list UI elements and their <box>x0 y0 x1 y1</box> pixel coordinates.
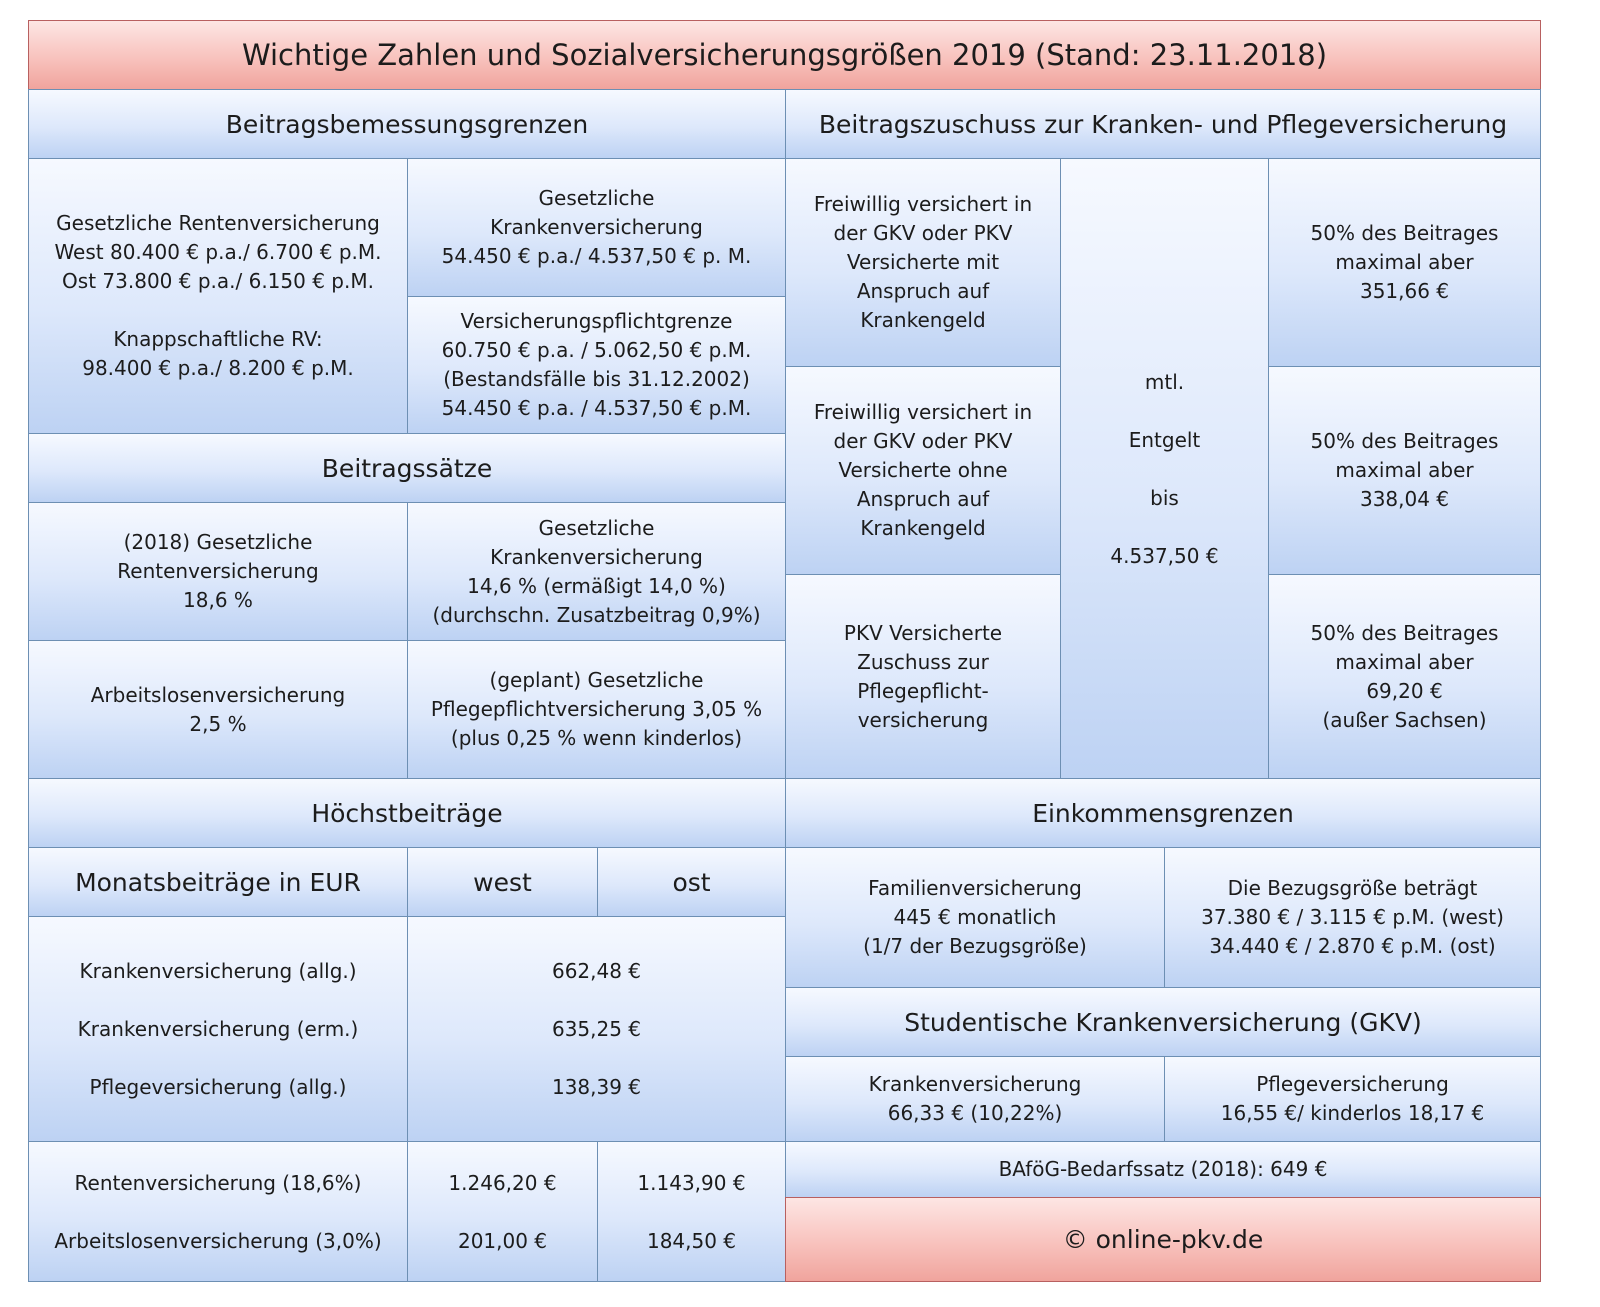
zuschuss-g3-line1: PKV Versicherte <box>843 620 1003 645</box>
zuschuss-g2-line1: Freiwillig versichert in <box>813 400 1033 424</box>
saetze-pv-line1: (geplant) Gesetzliche <box>489 668 704 692</box>
hoechst-shared-value: 635,25 € <box>551 1017 642 1041</box>
zuschuss-header-text: Beitragszuschuss zur Kranken- und Pflegeversicherung <box>818 109 1508 139</box>
hoechst-shared-labels-cell <box>28 916 408 1142</box>
einkommen-header <box>785 778 1541 848</box>
zuschuss-group2-cell <box>785 366 1061 575</box>
copyright-text: © online-pkv.de <box>1062 1225 1264 1254</box>
copyright-cell <box>785 1197 1541 1282</box>
zuschuss-r1-line3: 351,66 € <box>1359 279 1450 303</box>
zuschuss-r3-line4: (außer Sachsen) <box>1322 707 1487 732</box>
hoechst-split-west: 201,00 € <box>457 1228 548 1253</box>
bbg-vpg-line2: 60.750 € p.a. / 5.062,50 € p.M. <box>441 338 752 362</box>
saetze-alv-line2: 2,5 % <box>189 711 247 736</box>
saetze-arbeitslosenversicherung-cell <box>28 640 408 779</box>
hoechst-shared-label: Krankenversicherung (allg.) <box>79 959 357 983</box>
zuschuss-g1-line3: Versicherte mit <box>846 250 1000 274</box>
student-header <box>785 987 1541 1057</box>
student-pv-line2: 16,55 €/ kinderlos 18,17 € <box>1220 1101 1485 1125</box>
saetze-pv-line3: (plus 0,25 % wenn kinderlos) <box>450 726 743 750</box>
zuschuss-result1-cell <box>1268 158 1541 367</box>
zuschuss-r2-line3: 338,04 € <box>1359 487 1450 511</box>
zuschuss-mid-line3: bis <box>1150 485 1179 510</box>
saetze-alv-line1: Arbeitslosenversicherung <box>90 682 346 707</box>
hoechst-split-ost-cell <box>597 1141 786 1282</box>
zuschuss-r1-line2: maximal aber <box>1335 250 1474 274</box>
hoechst-shared-value: 662,48 € <box>551 959 642 983</box>
zuschuss-g3-line4: versicherung <box>857 707 989 732</box>
bafoeg-cell <box>785 1141 1541 1198</box>
bbg-rv-line3: Ost 73.800 € p.a./ 6.150 € p.M. <box>62 269 374 293</box>
zuschuss-header <box>785 89 1541 159</box>
einkommen-header-text: Einkommensgrenzen <box>1032 798 1294 828</box>
zuschuss-r3-line3: 69,20 € <box>1366 678 1443 703</box>
hoechst-col-label <box>28 847 408 917</box>
page-title-text: Wichtige Zahlen und Sozialversicherungsgrößen 2019 (Stand: 23.11.2018) <box>241 37 1328 72</box>
zuschuss-r1-line1: 50% des Beitrages <box>1310 221 1499 245</box>
zuschuss-group3-cell <box>785 574 1061 779</box>
saetze-pflegeversicherung-cell <box>407 640 786 779</box>
bbg-rv-line2: West 80.400 € p.a./ 6.700 € p.M. <box>54 240 382 264</box>
saetze-kv-line2: Krankenversicherung <box>490 544 703 569</box>
zuschuss-g1-line4: Anspruch auf <box>856 279 990 303</box>
einkommen-familienversicherung-cell <box>785 847 1165 988</box>
zuschuss-g3-line3: Pflegepflicht- <box>857 678 989 703</box>
saetze-kv-line4: (durchschn. Zusatzbeitrag 0,9%) <box>432 602 761 627</box>
student-krankenversicherung-cell <box>785 1056 1165 1142</box>
saetze-rv-line2: Rentenversicherung <box>117 559 319 583</box>
hoechst-col-west <box>407 847 598 917</box>
hoechst-col-west-text: west <box>473 867 532 897</box>
saetze-pv-line2: Pflegepflichtversicherung 3,05 % <box>430 697 763 721</box>
hoechst-shared-value: 138,39 € <box>551 1075 642 1099</box>
bafoeg-text: BAföG-Bedarfssatz (2018): 649 € <box>998 1157 1328 1181</box>
saetze-rentenversicherung-cell <box>28 502 408 641</box>
bbg-vpg-line3: (Bestandsfälle bis 31.12.2002) <box>443 367 750 391</box>
einkommen-fam-line2: 445 € monatlich <box>893 905 1057 929</box>
zuschuss-result2-cell <box>1268 366 1541 575</box>
zuschuss-group1-cell <box>785 158 1061 367</box>
zuschuss-g2-line5: Krankengeld <box>860 516 986 540</box>
student-kv-line1: Krankenversicherung <box>868 1072 1082 1096</box>
zuschuss-result3-cell <box>1268 574 1541 779</box>
hoechst-split-ost: 184,50 € <box>646 1228 737 1253</box>
zuschuss-r3-line1: 50% des Beitrages <box>1310 620 1499 645</box>
hoechst-shared-label: Pflegeversicherung (allg.) <box>89 1075 347 1099</box>
zuschuss-mid-line4: 4.537,50 € <box>1110 543 1219 568</box>
page-title <box>28 20 1541 90</box>
zuschuss-mid-line2: Entgelt <box>1128 427 1201 452</box>
hoechst-split-ost: 1.143,90 € <box>637 1170 746 1195</box>
student-kv-line2: 66,33 € (10,22%) <box>887 1101 1063 1125</box>
saetze-kv-line3: 14,6 % (ermäßigt 14,0 %) <box>467 573 726 598</box>
zuschuss-g2-line3: Versicherte ohne <box>838 458 1008 482</box>
bbg-vpg-line4: 54.450 € p.a. / 4.537,50 € p.M. <box>441 396 752 420</box>
hoechst-shared-label: Krankenversicherung (erm.) <box>77 1017 359 1041</box>
hoechst-split-west-cell <box>407 1141 598 1282</box>
bbg-rv-line1: Gesetzliche Rentenversicherung <box>56 211 380 235</box>
zuschuss-r3-line2: maximal aber <box>1335 649 1474 674</box>
bbg-header-text: Beitragsbemessungsgrenzen <box>225 109 589 139</box>
zuschuss-r2-line1: 50% des Beitrages <box>1310 429 1499 453</box>
saetze-krankenversicherung-cell <box>407 502 786 641</box>
hoechst-shared-values-cell <box>407 916 786 1142</box>
zuschuss-mid-line1: mtl. <box>1144 369 1185 394</box>
saetze-header <box>28 433 786 503</box>
hoechst-col-label-text: Monatsbeiträge in EUR <box>75 867 361 897</box>
hoechst-col-ost <box>597 847 786 917</box>
hoechst-split-label: Rentenversicherung (18,6%) <box>74 1170 362 1195</box>
bbg-rentenversicherung-cell <box>28 158 408 434</box>
hoechst-split-labels-cell <box>28 1141 408 1282</box>
zuschuss-g1-line5: Krankengeld <box>860 308 986 332</box>
saetze-rv-line1: (2018) Gesetzliche <box>123 530 313 554</box>
einkommen-bez-line3: 34.440 € / 2.870 € p.M. (ost) <box>1209 934 1496 958</box>
zuschuss-g2-line4: Anspruch auf <box>856 487 990 511</box>
student-pv-line1: Pflegeversicherung <box>1256 1072 1449 1096</box>
bbg-rv-line5: 98.400 € p.a./ 8.200 € p.M. <box>82 356 354 380</box>
einkommen-bez-line1: Die Bezugsgröße beträgt <box>1227 876 1478 900</box>
bbg-kv-line2: Krankenversicherung <box>490 215 703 239</box>
einkommen-fam-line1: Familienversicherung <box>868 876 1082 900</box>
zuschuss-g2-line2: der GKV oder PKV <box>833 429 1013 453</box>
bbg-versicherungspflichtgrenze-cell <box>407 296 786 434</box>
zuschuss-g1-line1: Freiwillig versichert in <box>813 192 1033 216</box>
hoechst-header <box>28 778 786 848</box>
hoechst-header-text: Höchstbeiträge <box>311 798 503 828</box>
saetze-kv-line1: Gesetzliche <box>538 515 655 540</box>
einkommen-fam-line3: (1/7 der Bezugsgröße) <box>863 934 1087 958</box>
hoechst-split-label: Arbeitslosenversicherung (3,0%) <box>54 1228 382 1253</box>
zuschuss-r2-line2: maximal aber <box>1335 458 1474 482</box>
bbg-kv-line1: Gesetzliche <box>538 186 655 210</box>
hoechst-split-west: 1.246,20 € <box>448 1170 557 1195</box>
saetze-rv-line3: 18,6 % <box>183 588 253 612</box>
hoechst-col-ost-text: ost <box>672 867 711 897</box>
zuschuss-g3-line2: Zuschuss zur <box>857 649 989 674</box>
bbg-krankenversicherung-cell <box>407 158 786 297</box>
bbg-rv-line4: Knappschaftliche RV: <box>113 327 323 351</box>
saetze-header-text: Beitragssätze <box>321 453 493 483</box>
student-header-text: Studentische Krankenversicherung (GKV) <box>904 1007 1422 1037</box>
bbg-kv-line3: 54.450 € p.a./ 4.537,50 € p. M. <box>441 244 752 268</box>
bbg-header <box>28 89 786 159</box>
bbg-vpg-line1: Versicherungspflichtgrenze <box>460 309 733 333</box>
zuschuss-entgelt-cell <box>1060 158 1269 779</box>
einkommen-bezugsgroesse-cell <box>1164 847 1541 988</box>
einkommen-bez-line2: 37.380 € / 3.115 € p.M. (west) <box>1201 905 1504 929</box>
zuschuss-g1-line2: der GKV oder PKV <box>833 221 1013 245</box>
student-pflegeversicherung-cell <box>1164 1056 1541 1142</box>
